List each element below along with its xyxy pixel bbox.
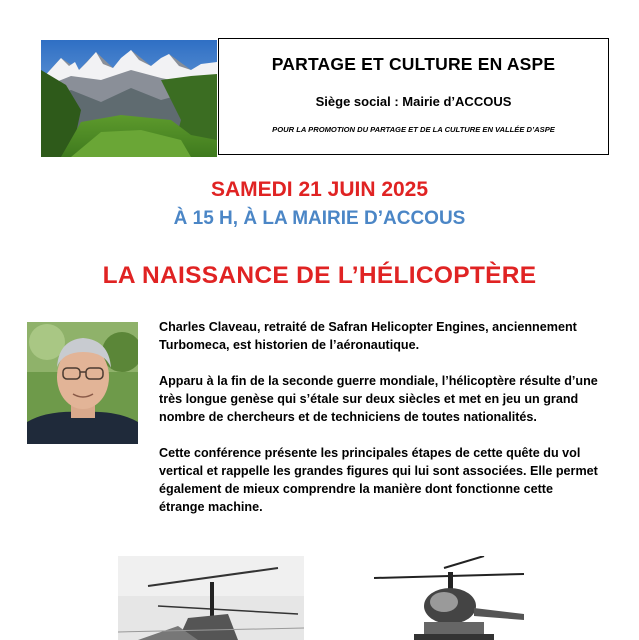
org-title: PARTAGE ET CULTURE EN ASPE bbox=[271, 54, 556, 74]
paragraph-history: Apparu à la fin de la seconde guerre mondiale, l’hélicoptère résulte d’une très longue genèse qui s’étale sur deux siècles et met en jeu un grand nombre de chercheurs et de techniciens de toutes nationalités. bbox=[159, 374, 598, 424]
description bbox=[159, 318, 599, 534]
mountain-landscape-image bbox=[41, 40, 217, 157]
helicopter-photo-right bbox=[374, 556, 526, 640]
event-date: SAMEDI 21 JUIN 2025 bbox=[210, 178, 429, 201]
talk-title: LA NAISSANCE DE L’HÉLICOPTÈRE bbox=[102, 262, 537, 289]
paragraph-conference: Cette conférence présente les principales étapes de cette quête du vol vertical et rappelle les grandes figures qui lui sont associées. Elle permet également de mieux comprendre la manière dont fonctionne cette étrange machine. bbox=[159, 446, 598, 514]
speaker-portrait bbox=[27, 322, 138, 444]
header-box bbox=[218, 38, 609, 155]
paragraph-speaker: Charles Claveau, retraité de Safran Helicopter Engines, anciennement Turbomeca, est historien de l’aéronautique. bbox=[159, 320, 577, 352]
helicopter-photo-left bbox=[118, 556, 304, 640]
mission-statement: POUR LA PROMOTION DU PARTAGE ET DE LA CULTURE EN VALLÉE D’ASPE bbox=[272, 125, 555, 134]
seat-address: Siège social : Mairie d’ACCOUS bbox=[315, 94, 512, 109]
event-time-place: À 15 H, À LA MAIRIE D’ACCOUS bbox=[173, 208, 466, 229]
